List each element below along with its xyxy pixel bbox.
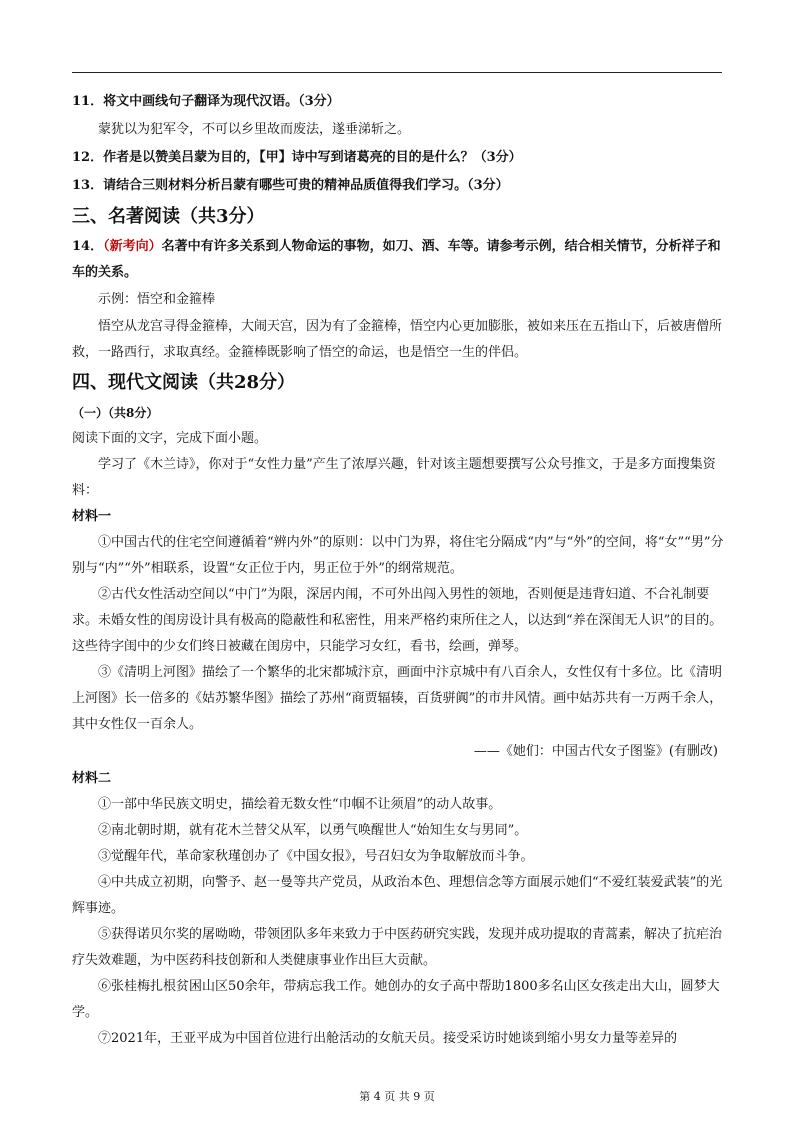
material-2-para: ③觉醒年代，革命家秋瑾创办了《中国女报》，号召妇女为争取解放而斗争。 <box>98 849 534 864</box>
material-1-source: ——《她们：中国古代女子图鉴》(有删改) <box>473 744 718 759</box>
material-1-title: 材料一 <box>72 509 112 524</box>
question-12: 12．作者是以赞美吕蒙为目的，【甲】诗中写到诸葛亮的目的是什么？（3分） <box>72 150 522 165</box>
question-11-sentence: 蒙犹以为犯军令，不可以乡里故而废法，遂垂涕斩之。 <box>98 122 411 137</box>
section-heading-3: 三、名著阅读（共3分） <box>72 206 265 227</box>
reading-instruction: 阅读下面的文字，完成下面小题。 <box>72 431 268 446</box>
material-2-para: ⑤获得诺贝尔奖的屠呦呦，带领团队多年来致力于中医药研究实践，发现并成功提取的青蒿素，解决了抗疟治疗失效难题，为中医药科技创新和人类健康事业作出巨大贡献。 <box>72 927 723 968</box>
section-heading-4: 四、现代文阅读（共28分） <box>72 372 296 393</box>
new-trend-tag: （新考向） <box>103 239 162 254</box>
example-text: 悟空从龙宫寻得金箍棒，大闹天宫，因为有了金箍棒，悟空内心更加膨胀，被如来压在五指山下，后被唐僧所救，一路西行，求取真经。金箍棒既影响了悟空的命运，也是悟空一生的伴侣。 <box>72 319 723 360</box>
material-2-title: 材料二 <box>72 771 112 786</box>
material-2-para: ⑥张桂梅扎根贫困山区50余年，带病忘我工作。她创办的女子高中帮助1800多名山区女孩走出大山，圆梦大学。 <box>72 979 720 1020</box>
question-13: 13．请结合三则材料分析吕蒙有哪些可贵的精神品质值得我们学习。（3分） <box>72 178 509 193</box>
intro-paragraph: 学习了《木兰诗》，你对于“女性力量”产生了浓厚兴趣，针对该主题想要撰写公众号推文，于是多方面搜集资料： <box>72 457 716 498</box>
material-2-para: ①一部中华民族文明史，描绘着无数女性“巾帼不让须眉”的动人故事。 <box>98 797 502 812</box>
part-heading-1: （一）（共8分） <box>72 406 159 420</box>
question-11: 11．将文中画线句子翻译为现代汉语。（3分） <box>72 94 340 109</box>
question-14-text: 名著中有许多关系到人物命运的事物，如刀、酒、车等。请参考示例，结合相关情节，分析祥子和车的关系。 <box>72 239 721 280</box>
material-1-para: ②古代女性活动空间以“中门”为限，深居内闱，不可外出闯入男性的领地，否则便是违背妇道、不合礼制要求。未婚女性的闺房设计具有极高的隐蔽性和私密性，用来严格约束所住之人，以达到“养在深闺无人识”的目的。这些待字闺中的少女们终日被藏在闺房中，只能学习女红，看书，绘画，弹琴。 <box>72 587 723 654</box>
question-14-number: 14． <box>72 239 104 254</box>
page-body <box>72 88 724 1052</box>
material-1-para: ①中国古代的住宅空间遵循着“辨内外”的原则：以中门为界，将住宅分隔成“内”与“外”的空间，将“女”“男”分别与“内”“外”相联系，设置“女正位于内，男正位于外”的纲常规范。 <box>72 535 724 576</box>
example-label: 示例：悟空和金箍棒 <box>98 292 216 307</box>
material-1-para: ③《清明上河图》描绘了一个繁华的北宋都城汴京，画面中汴京城中有八百余人，女性仅有十多位。比《清明上河图》长一倍多的《姑苏繁华图》描绘了苏州“商贾辐辏，百货骈阗”的市井风情。画中姑苏共有一万两千余人，其中女性仅一百余人。 <box>72 665 723 732</box>
material-2-para: ②南北朝时期，就有花木兰替父从军，以勇气唤醒世人“始知生女与男同”。 <box>98 823 528 838</box>
header-rule <box>72 72 722 73</box>
page-footer: 第 4 页 共 9 页 <box>359 1090 435 1103</box>
material-2-para: ⑦2021年，王亚平成为中国首位进行出舱活动的女航天员。接受采访时她谈到缩小男女力量等差异的 <box>98 1031 678 1046</box>
material-2-para: ④中共成立初期，向警予、赵一曼等共产党员，从政治本色、理想信念等方面展示她们“不爱红装爱武装”的光辉事迹。 <box>72 875 723 916</box>
question-14 <box>72 234 724 286</box>
